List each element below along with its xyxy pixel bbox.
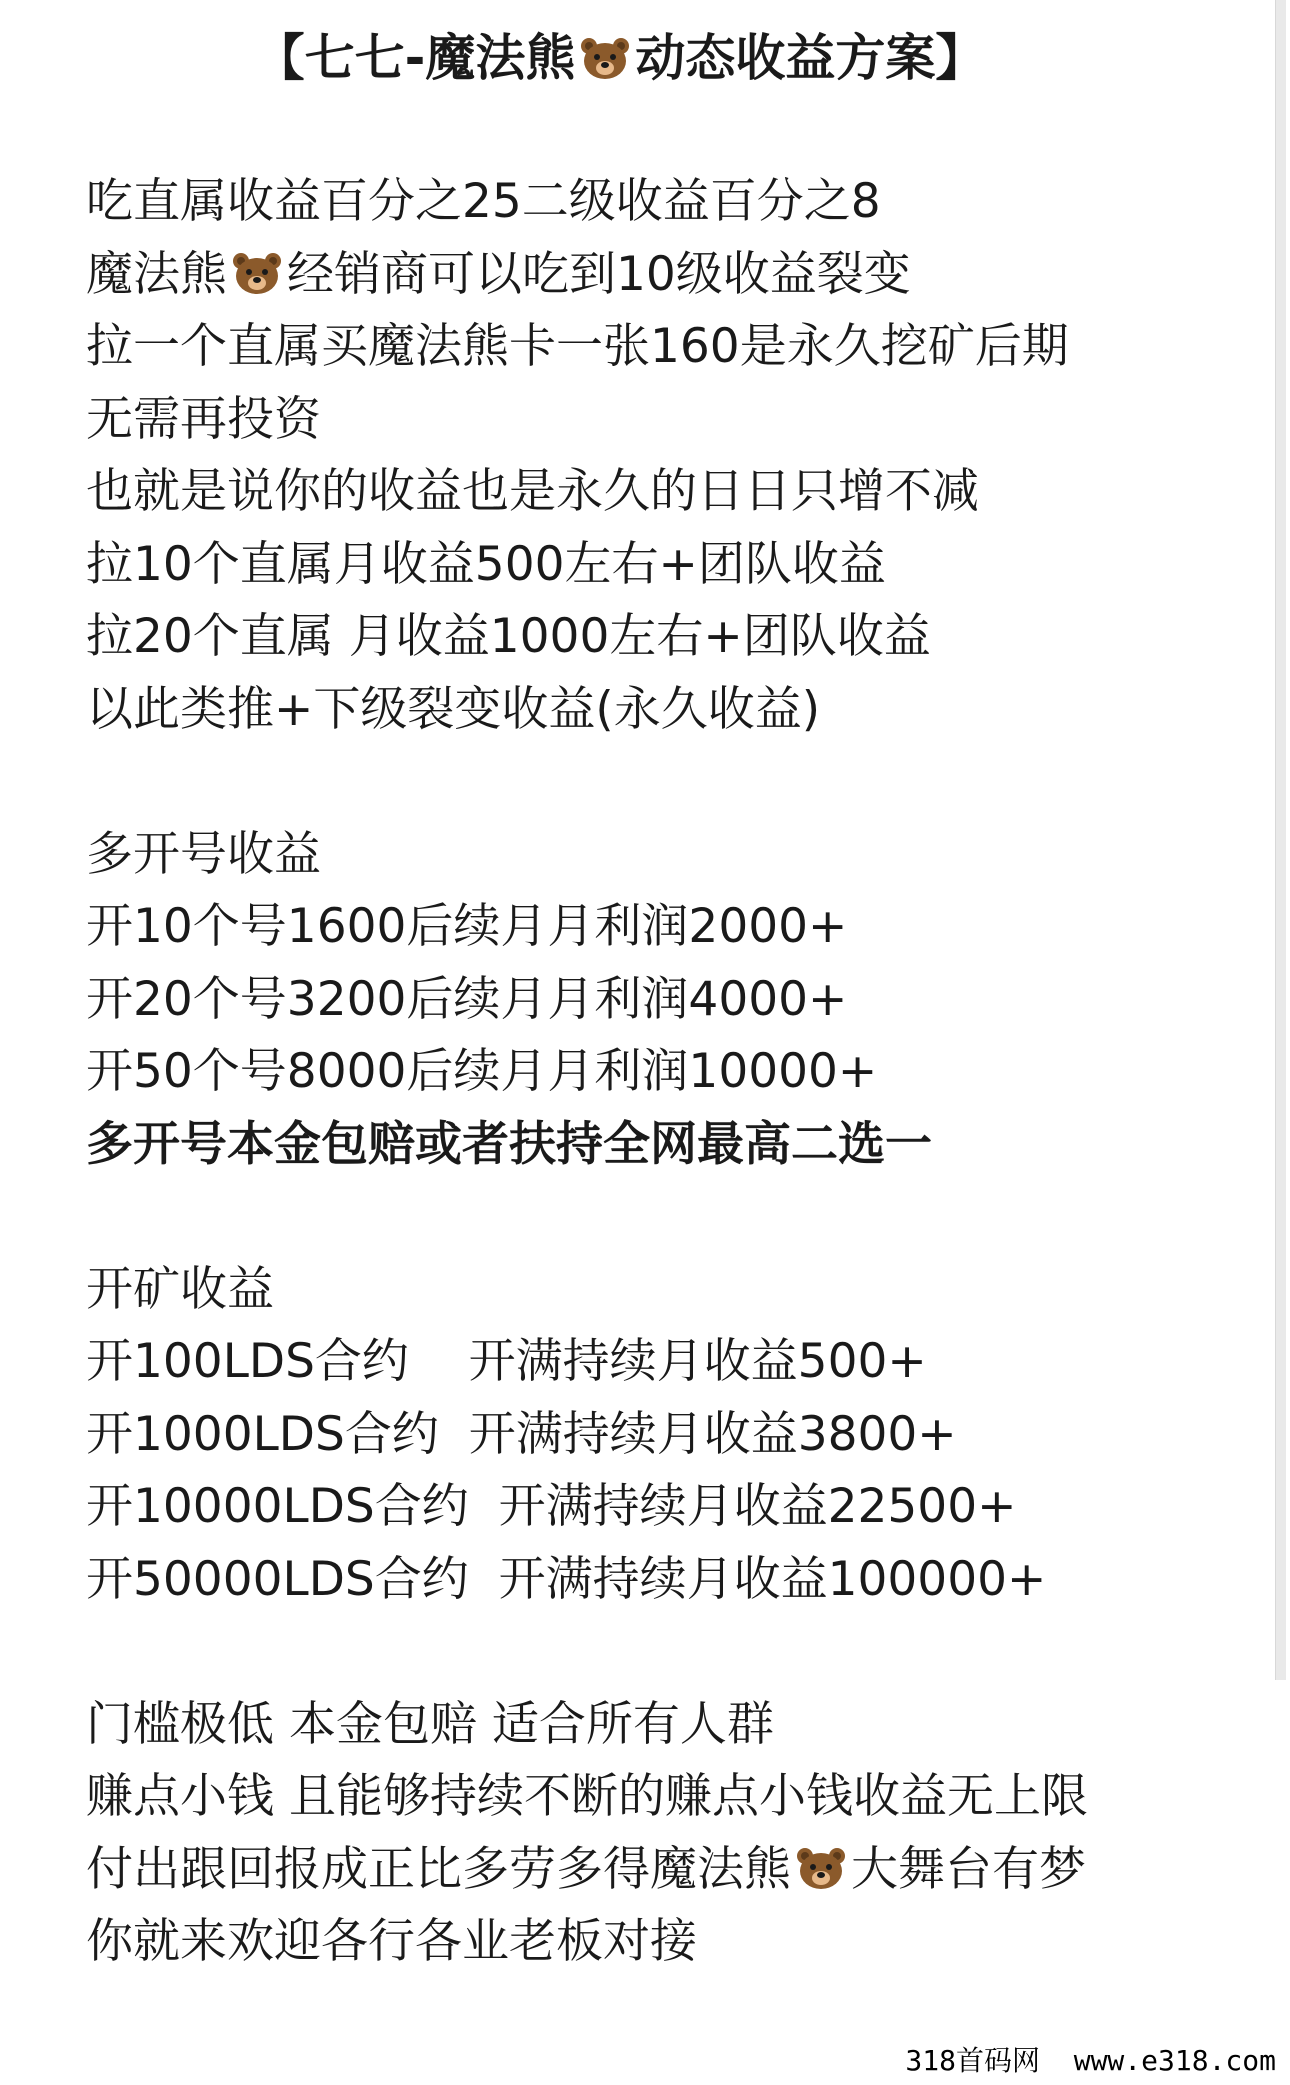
text-line: 也就是说你的收益也是永久的日日只增不减 (86, 464, 979, 519)
text-segment: 魔法熊 (86, 246, 227, 302)
title-part-1: 【七七-魔法熊 (254, 29, 576, 87)
site-watermark: 318首码网 www.e318.com (905, 2044, 1276, 2077)
title-part-2: 动态收益方案】 (635, 29, 986, 87)
bear-face-icon (231, 251, 283, 295)
text-line (86, 239, 1236, 312)
text-line: 开100LDS合约 开满持续月收益500+ (86, 1334, 927, 1389)
blank-line (86, 1181, 1236, 1254)
text-segment: 大舞台有梦 (851, 1841, 1086, 1897)
text-line: 拉10个直属月收益500左右+团队收益 (86, 536, 886, 592)
text-line: 开10000LDS合约 开满持续月收益22500+ (86, 1479, 1017, 1534)
highlight-line: 多开号本金包赔或者扶持全网最高二选一 (86, 1116, 932, 1172)
text-line: 以此类推+下级裂变收益(永久收益) (86, 681, 821, 737)
scrollbar[interactable] (1275, 0, 1286, 1680)
text-line: 无需再投资 (86, 391, 321, 447)
text-line (86, 1834, 1236, 1907)
text-line: 拉一个直属买魔法熊卡一张160是永久挖矿后期 (86, 319, 1069, 374)
blank-line (86, 1616, 1236, 1689)
page-title (0, 22, 1240, 94)
text-segment: 经销商可以吃到10级收益裂变 (287, 246, 911, 302)
text-line: 门槛极低 本金包赔 适合所有人群 (86, 1696, 774, 1752)
text-line: 赚点小钱 且能够持续不断的赚点小钱收益无上限 (86, 1769, 1088, 1824)
text-line: 开50000LDS合约 开满持续月收益100000+ (86, 1551, 1047, 1607)
text-segment: 付出跟回报成正比多劳多得魔法熊 (86, 1841, 791, 1897)
text-line: 开10个号1600后续月月利润2000+ (86, 899, 848, 954)
text-line: 你就来欢迎各行各业老板对接 (86, 1914, 697, 1969)
text-line: 吃直属收益百分之25二级收益百分之8 (86, 174, 881, 229)
text-line: 开20个号3200后续月月利润4000+ (86, 971, 848, 1027)
bear-face-icon (579, 36, 631, 80)
section-heading: 开矿收益 (86, 1261, 274, 1317)
body-text (86, 166, 1236, 1979)
text-line: 开50个号8000后续月月利润10000+ (86, 1044, 878, 1099)
bear-face-icon (795, 1846, 847, 1890)
text-line: 开1000LDS合约 开满持续月收益3800+ (86, 1406, 957, 1462)
section-heading: 多开号收益 (86, 826, 321, 882)
text-line: 拉20个直属 月收益1000左右+团队收益 (86, 609, 931, 664)
blank-line (86, 746, 1236, 819)
